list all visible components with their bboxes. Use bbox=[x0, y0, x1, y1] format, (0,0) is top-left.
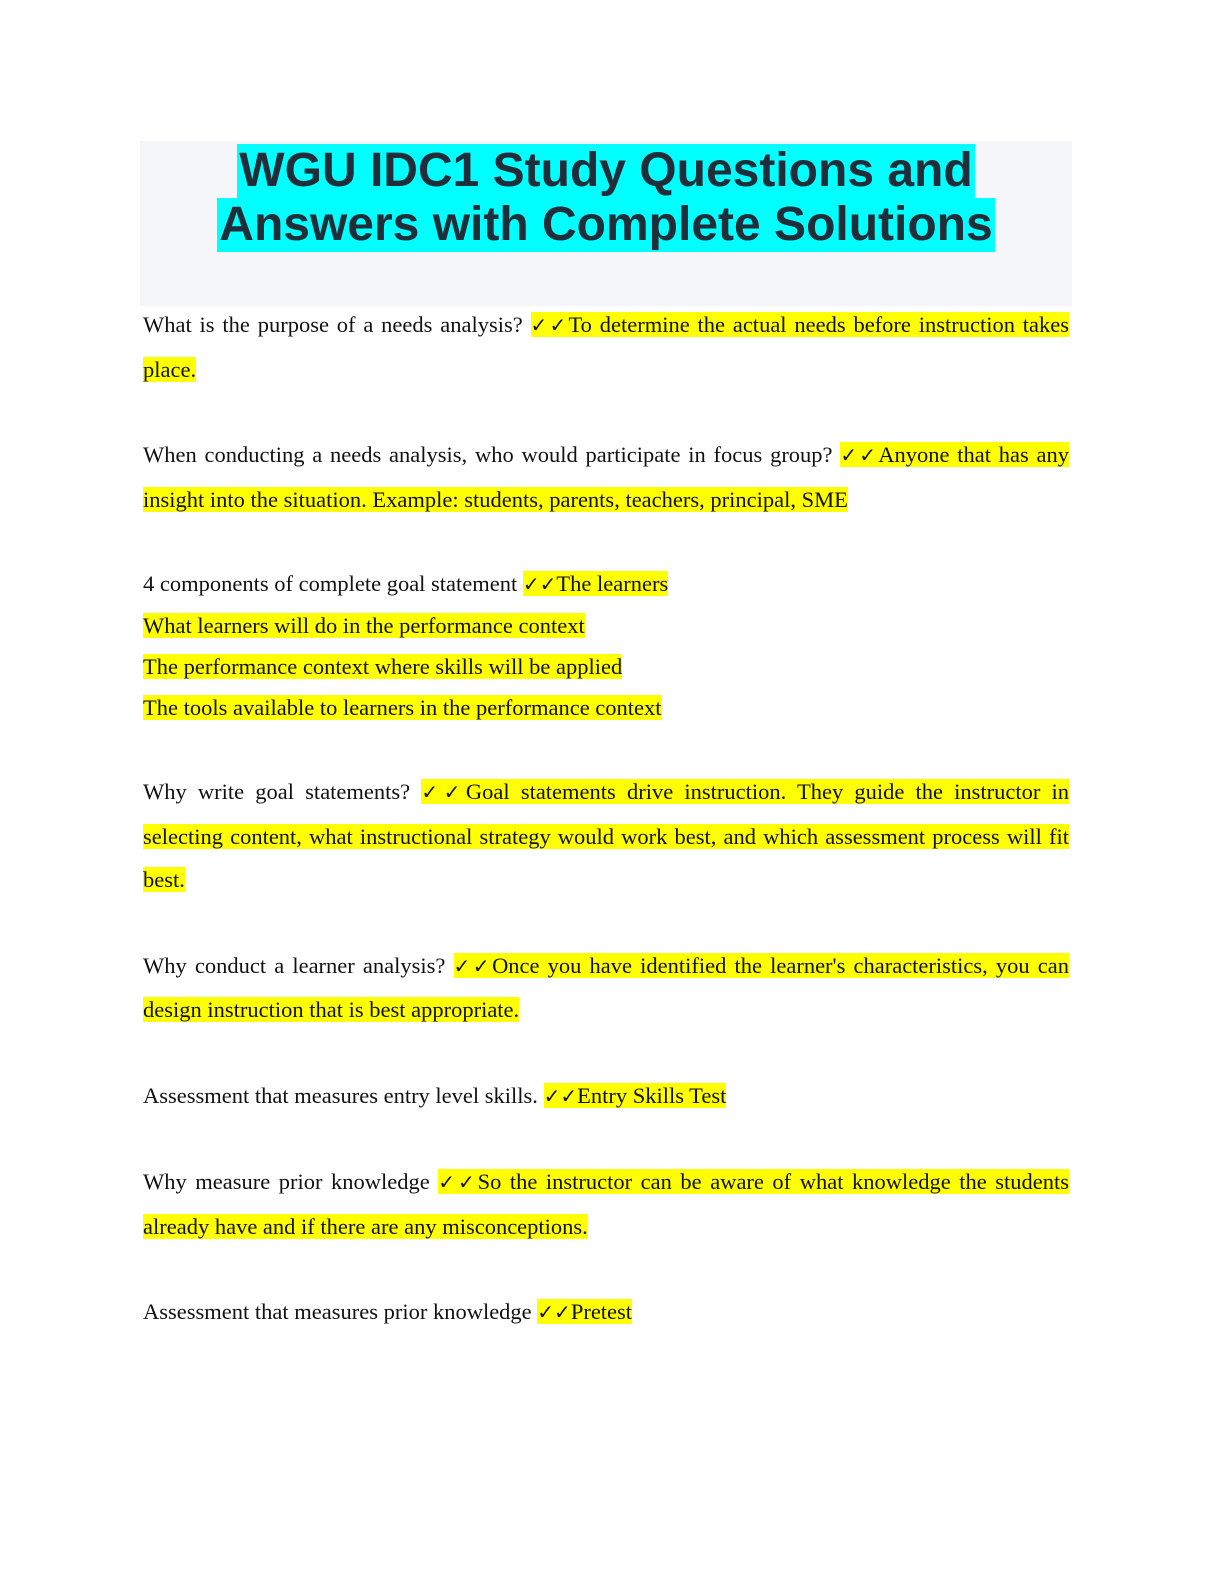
answer-text: Pretest bbox=[570, 1299, 633, 1324]
double-check-icon: ✓✓ bbox=[522, 572, 557, 596]
question-text: Why conduct a learner analysis? bbox=[143, 952, 446, 978]
title-block bbox=[140, 141, 1072, 306]
double-check-icon: ✓✓ bbox=[840, 443, 879, 467]
answer-text: So the instructor can be aware of what knowledge the students already have and if there are any misconceptions. bbox=[143, 1169, 1069, 1239]
double-check-icon: ✓✓ bbox=[530, 313, 569, 337]
qa-item bbox=[143, 944, 1069, 1032]
answer-line: The tools available to learners in the performance context bbox=[143, 695, 662, 720]
page-title-line-2: Answers with Complete Solutions bbox=[219, 198, 993, 251]
answer-highlight bbox=[544, 1083, 727, 1108]
answer-highlight bbox=[523, 571, 668, 596]
double-check-icon: ✓✓ bbox=[421, 780, 466, 804]
answer-line: The performance context where skills will be applied bbox=[143, 654, 623, 679]
answer-text: Once you have identified the learner's characteristics, you can design instruction that is best appropriate. bbox=[143, 952, 1070, 1022]
answer-text: Anyone that has any insight into the situation. Example: students, parents, teachers, principal, SME bbox=[143, 442, 1070, 512]
answer-text: To determine the actual needs before instruction takes place. bbox=[143, 312, 1070, 382]
question-text: Assessment that measures entry level skills. bbox=[143, 1082, 538, 1108]
double-check-icon: ✓✓ bbox=[438, 1170, 478, 1194]
qa-item bbox=[143, 770, 1069, 902]
list-line bbox=[143, 687, 1069, 728]
qa-item bbox=[143, 1160, 1069, 1248]
qa-list bbox=[143, 303, 1069, 1377]
double-check-icon: ✓✓ bbox=[453, 953, 493, 978]
qa-item bbox=[143, 433, 1069, 521]
answer-text: Entry Skills Test bbox=[577, 1082, 727, 1108]
answer-highlight bbox=[537, 1299, 632, 1324]
question-text: 4 components of complete goal statement bbox=[143, 571, 518, 596]
question-text: Why measure prior knowledge bbox=[143, 1169, 430, 1194]
question-text: Assessment that measures prior knowledge bbox=[143, 1299, 532, 1324]
qa-item bbox=[143, 1074, 1069, 1119]
list-line bbox=[143, 646, 1069, 687]
answer-line: What learners will do in the performance context bbox=[143, 613, 585, 638]
list-line bbox=[143, 563, 1069, 605]
page-title-line-1: WGU IDC1 Study Questions and bbox=[239, 144, 973, 197]
answer-text: Goal statements drive instruction. They guide the instructor in selecting content, what instructional strategy would work best, and which assessment process will fit best. bbox=[143, 779, 1070, 892]
question-text: Why write goal statements? bbox=[143, 779, 411, 804]
qa-item bbox=[143, 303, 1069, 391]
question-text: What is the purpose of a needs analysis? bbox=[143, 312, 523, 337]
double-check-icon: ✓✓ bbox=[543, 1083, 578, 1108]
qa-item bbox=[143, 563, 1069, 728]
answer-line: The learners bbox=[556, 571, 669, 596]
qa-item bbox=[143, 1290, 1069, 1335]
question-text: When conducting a needs analysis, who would participate in focus group? bbox=[143, 442, 833, 467]
list-line bbox=[143, 605, 1069, 646]
double-check-icon: ✓✓ bbox=[537, 1300, 571, 1324]
